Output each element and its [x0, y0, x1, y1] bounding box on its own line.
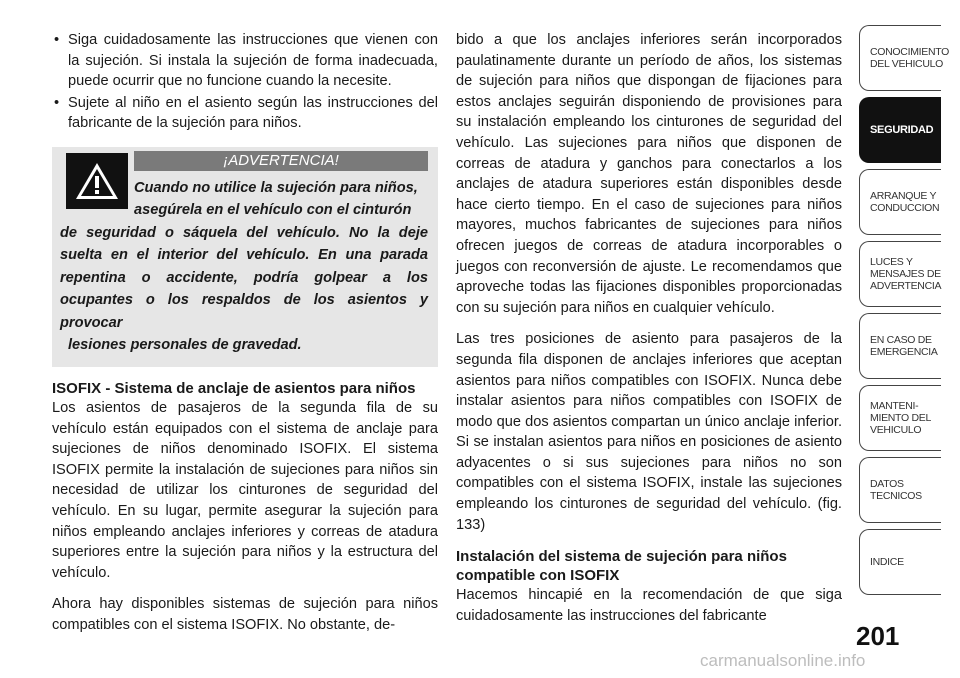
warning-text: Cuando no utilice la sujeción para niños, asegúrela en el vehículo con el cinturón [134, 179, 418, 219]
paragraph: bido a que los anclajes inferiores serán incorporados paulatinamente durante un período de años, los sistemas de sujeción para niños que dispongan de fijaciones para estos anclajes seguirán disponiendo de provisiones para su instalación empleando los cinturones de seguridad del vehículo. Las sujeciones para niños que disponen de correas de atadura y ganchos para conectarlos a los anclajes de atadura superiores están disponibles desde hace cierto tiempo. En el caso de sujeciones para niños mayores, muchos fabricantes de sujeciones para niños ofrecen juegos de correas de atadura incorporables o juegos con reconversión de ajuste. Le recomendamos que aproveche todas las fijaciones disponibles proporcionadas con su sujeción para niños en cualquier vehículo. [456, 32, 842, 316]
tab-emergencia[interactable]: EN CASO DE EMERGENCIA [859, 313, 941, 379]
section-heading-installation: Instalación del sistema de sujeción para niños compatible con ISOFIX [456, 548, 787, 585]
paragraph: Los asientos de pasajeros de la segunda fila de su vehículo están equipados con el sistema de anclaje para sujeciones de niños denominado ISOFIX. El sistema ISOFIX permite la instalación de sujeciones para niños sin necesidad de utilizar los cinturones de seguridad del vehículo. En su lugar, permite asegurar la sujeción para niños empleando anclajes inferiores y correas de atadura superiores entre la sujeción para niños y la estructura del vehículo. [52, 399, 438, 581]
tab-seguridad[interactable]: SEGURIDAD [859, 97, 941, 163]
chapter-tabs [859, 25, 950, 601]
tab-mantenimiento[interactable]: MANTENI- MIENTO DEL VEHICULO [859, 385, 941, 451]
list-item: • Siga cuidadosamente las instrucciones que vienen con la sujeción. Si instala la sujeción de forma inadecuada, puede ocurrir que no funcione cuando la necesite. [54, 32, 438, 90]
section-heading-isofix: ISOFIX - Sistema de anclaje de asientos para niños [52, 379, 416, 397]
left-column [52, 30, 438, 636]
watermark: carmanualsonline.info [700, 651, 866, 670]
page-number: 201 [856, 621, 900, 651]
warning-title: ¡ADVERTENCIA! [134, 151, 428, 171]
paragraph: Hacemos hincapié en la recomendación de que siga cuidadosamente las instrucciones del fabricante [456, 587, 842, 624]
warning-box [52, 147, 438, 367]
warning-triangle-icon [66, 153, 128, 209]
tab-conocimiento[interactable]: CONOCIMIENTO DEL VEHICULO [859, 25, 941, 91]
bullet-list [52, 30, 438, 134]
list-item: • Sujete al niño en el asiento según las instrucciones del fabricante de la sujeción para niños. [54, 94, 438, 132]
paragraph: Las tres posiciones de asiento para pasajeros de la segunda fila disponen de anclajes inferiores que aceptan asientos para niños compatibles con ISOFIX. Nunca debe instalar asientos para niños compatibles con ISOFIX de modo que dos asientos compartan un único anclaje inferior. Si se instalan asientos para niños en posiciones de asiento adyacentes o si sus sujeciones para niños no son compatibles con el sistema ISOFIX, instale las sujeciones empleando los cinturones de seguridad del vehículo. (fig. 133) [456, 331, 842, 533]
right-column [456, 30, 842, 626]
warning-text-continued: de seguridad o sáquela del vehículo. No la deje suelta en el interior del vehículo. En una parada repentina o accidente, podría golpear a los ocupantes o los respaldos de los asientos y provocar lesiones personales de gravedad. [60, 224, 428, 354]
tab-luces[interactable]: LUCES Y MENSAJES DE ADVERTENCIA [859, 241, 941, 307]
paragraph: Ahora hay disponibles sistemas de sujeción para niños compatibles con el sistema ISOFIX. No obstante, de- [52, 596, 438, 633]
tab-indice[interactable]: INDICE [859, 529, 941, 595]
tab-datos[interactable]: DATOS TECNICOS [859, 457, 941, 523]
tab-arranque[interactable]: ARRANQUE Y CONDUCCION [859, 169, 941, 235]
